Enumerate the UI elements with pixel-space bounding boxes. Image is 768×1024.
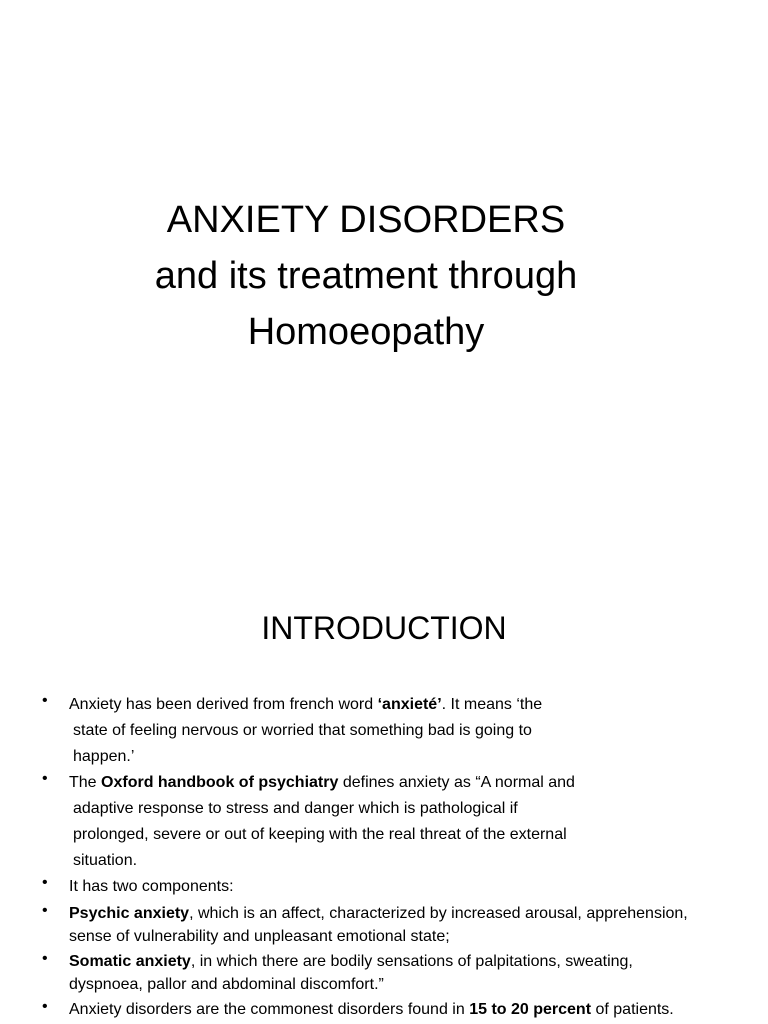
bold-term: ‘anxieté’ (377, 696, 442, 713)
bullet-icon: • (42, 692, 48, 709)
bullet-line: Somatic anxiety, in which there are bodily sensations of palpitations, sweating, (69, 953, 633, 970)
section-heading-introduction: INTRODUCTION (261, 610, 507, 646)
bullet-icon: • (42, 902, 48, 919)
bullet-line: The Oxford handbook of psychiatry defines anxiety as “A normal and (69, 774, 575, 791)
bullet-item-prevalence (40, 998, 740, 1021)
bullet-icon: • (42, 950, 48, 967)
title-line-3: Homoeopathy (247, 311, 485, 353)
bullet-item-definition (40, 770, 740, 874)
title-line-1: ANXIETY DISORDERS (166, 199, 566, 241)
introduction-bullet-list (40, 692, 740, 1021)
bullet-line: It has two components: (69, 878, 234, 895)
slide-title (0, 192, 732, 360)
bullet-line: Psychic anxiety, which is an affect, characterized by increased arousal, apprehension, (69, 905, 688, 922)
bold-term: Oxford handbook of psychiatry (101, 774, 339, 791)
bullet-item-psychic-anxiety (40, 902, 740, 948)
bold-term: Somatic anxiety (69, 953, 191, 970)
bullet-icon: • (42, 998, 48, 1015)
bullet-line: dyspnoea, pallor and abdominal discomfort.” (69, 976, 384, 993)
bullet-line: Anxiety has been derived from french word ‘anxieté’. It means ‘the (69, 696, 543, 713)
bullet-line: Anxiety disorders are the commonest disorders found in 15 to 20 percent of patients. (69, 1001, 674, 1018)
bullet-line: prolonged, severe or out of keeping with the real threat of the external (73, 826, 567, 843)
bullet-icon: • (42, 874, 48, 891)
bullet-line: adaptive response to stress and danger which is pathological if (73, 800, 518, 817)
bold-term: 15 to 20 percent (469, 1001, 592, 1018)
bullet-line: state of feeling nervous or worried that something bad is going to (73, 722, 532, 739)
bullet-line: situation. (73, 852, 138, 869)
bullet-line: sense of vulnerability and unpleasant emotional state; (69, 928, 450, 945)
bullet-line: happen.’ (73, 748, 135, 765)
title-line-2: and its treatment through (154, 255, 578, 297)
bullet-item-somatic-anxiety (40, 950, 740, 996)
bullet-item-components (40, 874, 740, 900)
bullet-item-etymology (40, 692, 740, 770)
bold-term: Psychic anxiety (69, 905, 190, 922)
bullet-icon: • (42, 770, 48, 787)
